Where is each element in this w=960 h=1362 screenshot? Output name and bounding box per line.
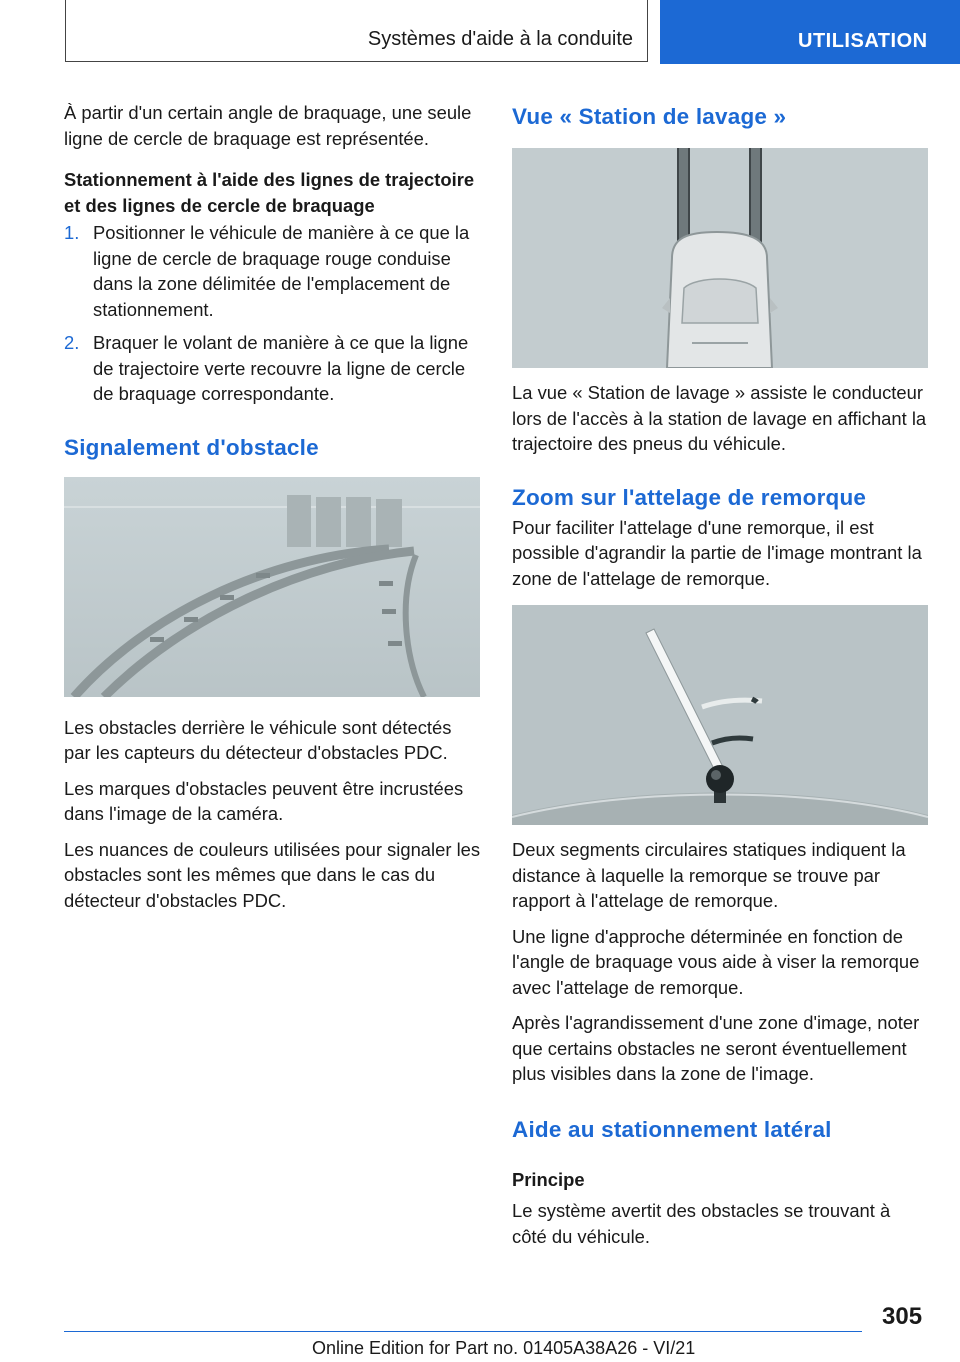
header-tab[interactable] xyxy=(660,0,960,64)
carwash-heading: Vue « Station de lavage » xyxy=(512,104,787,129)
obstacle-heading: Signalement d'obstacle xyxy=(64,434,319,460)
header-tab-label: UTILISATION xyxy=(798,30,928,52)
side-parking-heading: Aide au stationnement latéral xyxy=(512,1116,832,1142)
obstacle-paragraph: Les marques d'obstacles peuvent être incrustées dans l'image de la caméra. xyxy=(64,777,464,824)
step-number: 2. xyxy=(64,332,80,353)
principle-paragraph: Le système avertit des obstacles se trouvant à côté du véhicule. xyxy=(512,1200,891,1247)
intro-paragraph: À partir d'un certain angle de braquage, une seule ligne de cercle de braquage est représentée. xyxy=(64,102,472,149)
hitch-heading: Zoom sur l'attelage de remorque xyxy=(512,484,867,510)
footer-divider xyxy=(64,1331,862,1332)
hitch-intro-paragraph: Pour faciliter l'attelage d'une remorque, il est possible d'agrandir la partie de l'image montrant la zone de l'attelage de remorque. xyxy=(512,516,922,589)
obstacle-paragraph: Les obstacles derrière le véhicule sont détectés par les capteurs du détecteur d'obstacles PDC. xyxy=(64,716,452,763)
step-text: Positionner le véhicule de manière à ce que la ligne de cercle de braquage rouge conduise dans la zone délimitée de l'emplacement de stationnement. xyxy=(93,222,470,320)
carwash-illustration xyxy=(512,148,928,368)
hitch-paragraph: Après l'agrandissement d'une zone d'image, noter que certains obstacles ne seront éventuellement plus visibles dans la zone de l'image. xyxy=(512,1012,920,1084)
hitch-paragraph: Une ligne d'approche déterminée en fonction de l'angle de braquage vous aide à viser la remorque avec l'attelage de remorque. xyxy=(512,925,920,998)
carwash-paragraph: La vue « Station de lavage » assiste le conducteur lors de l'accès à la station de lavage en affichant la trajectoire des pneus du véhicule. xyxy=(512,382,927,454)
hitch-paragraph: Deux segments circulaires statiques indiquent la distance à laquelle la remorque se trouve par rapport à l'attelage de remorque. xyxy=(512,839,906,911)
hitch-camera-image xyxy=(512,605,928,825)
parking-subheading: Stationnement à l'aide des lignes de trajectoire et des lignes de cercle de braquage xyxy=(64,169,475,216)
principle-label: Principe xyxy=(512,1168,585,1190)
steps-list xyxy=(64,220,482,407)
carwash-camera-image xyxy=(512,148,928,368)
step-number: 1. xyxy=(64,222,80,243)
list-item xyxy=(64,330,482,407)
footer-edition: Online Edition for Part no. 01405A38A26 - VI/21 xyxy=(312,1338,696,1358)
step-text: Braquer le volant de manière à ce que la ligne de trajectoire verte recouvre la ligne de cercle de braquage correspondante. xyxy=(93,332,469,404)
left-column xyxy=(64,100,482,923)
obstacle-illustration xyxy=(64,477,480,697)
list-item xyxy=(64,220,482,322)
right-column xyxy=(512,100,930,1259)
hitch-illustration xyxy=(512,605,928,825)
obstacle-camera-image xyxy=(64,477,480,697)
page-number: 305 xyxy=(882,1303,923,1330)
header-section-title: Systèmes d'aide à la conduite xyxy=(367,28,633,50)
header-section-box xyxy=(65,0,648,62)
obstacle-paragraph: Les nuances de couleurs utilisées pour signaler les obstacles sont les mêmes que dans le cas du détecteur d'obstacles PDC. xyxy=(64,838,481,911)
